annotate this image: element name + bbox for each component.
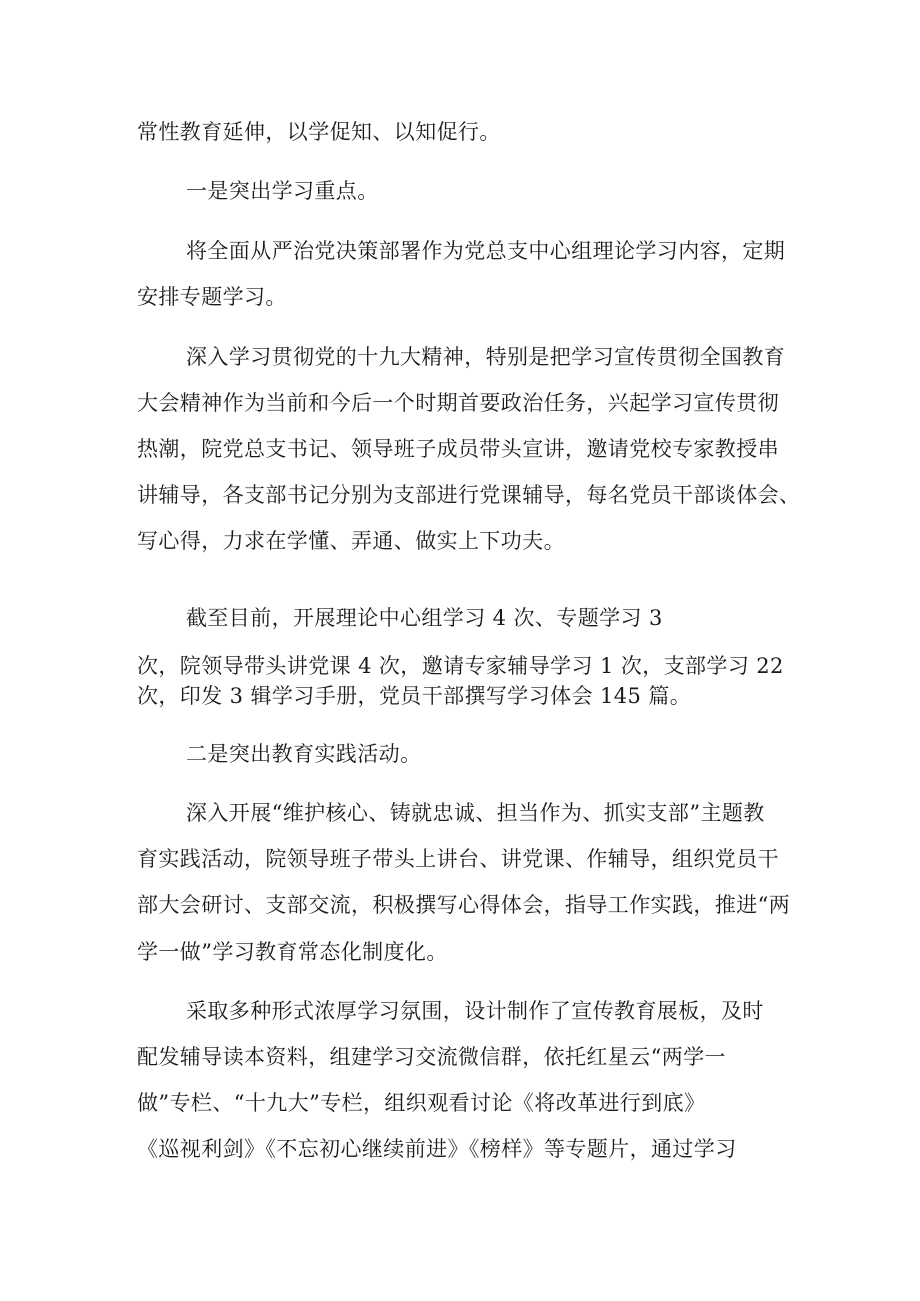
text-line: 深入学习贯彻党的十九大精神，特别是把学习宣传贯彻全国教育 bbox=[186, 345, 786, 369]
text-line: 《巡视利剑》《不忘初心继续前进》《榜样》等专题片，通过学习 bbox=[137, 1137, 737, 1161]
text-line: 深入开展“维护核心、铸就忠诚、担当作为、抓实支部”主题教 bbox=[186, 801, 765, 825]
text-line: 大会精神作为当前和今后一个时期首要政治任务，兴起学习宣传贯彻 bbox=[137, 391, 779, 415]
text-line: 配发辅导读本资料，组建学习交流微信群，依托红星云“两学一 bbox=[137, 1045, 726, 1069]
text-line: 讲辅导，各支部书记分别为支部进行党课辅导，每名党员干部谈体会、 bbox=[137, 483, 801, 507]
text-line: 将全面从严治党决策部署作为党总支中心组理论学习内容，定期 bbox=[186, 239, 786, 263]
text-line: 截至目前，开展理论中心组学习 4 次、专题学习 3 bbox=[186, 606, 663, 630]
section-heading: 一是突出学习重点。 bbox=[186, 179, 379, 203]
text-line: 次，印发 3 辑学习手册，党员干部撰写学习体会 145 篇。 bbox=[137, 684, 692, 708]
text-line: 育实践活动，院领导班子带头上讲台、讲党课、作辅导，组织党员干 bbox=[137, 847, 779, 871]
text-line: 写心得，力求在学懂、弄通、做实上下功夫。 bbox=[137, 529, 565, 553]
text-line: 安排专题学习。 bbox=[137, 285, 287, 309]
text-line: 热潮，院党总支书记、领导班子成员带头宣讲，邀请党校专家教授串 bbox=[137, 437, 779, 461]
text-line: 采取多种形式浓厚学习氛围，设计制作了宣传教育展板，及时 bbox=[186, 999, 764, 1023]
text-line: 次，院领导带头讲党课 4 次，邀请专家辅导学习 1 次，支部学习 22 bbox=[137, 654, 784, 678]
text-line: 部大会研讨、支部交流，积极撰写心得体会，指导工作实践，推进“两 bbox=[137, 893, 791, 917]
text-line: 学一做”学习教育常态化制度化。 bbox=[137, 940, 448, 964]
text-line: 做”专栏、“十九大”专栏，组织观看讨论《将改革进行到底》 bbox=[137, 1091, 706, 1115]
section-heading: 二是突出教育实践活动。 bbox=[186, 742, 422, 766]
text-line: 常性教育延伸，以学促知、以知促行。 bbox=[137, 120, 501, 144]
